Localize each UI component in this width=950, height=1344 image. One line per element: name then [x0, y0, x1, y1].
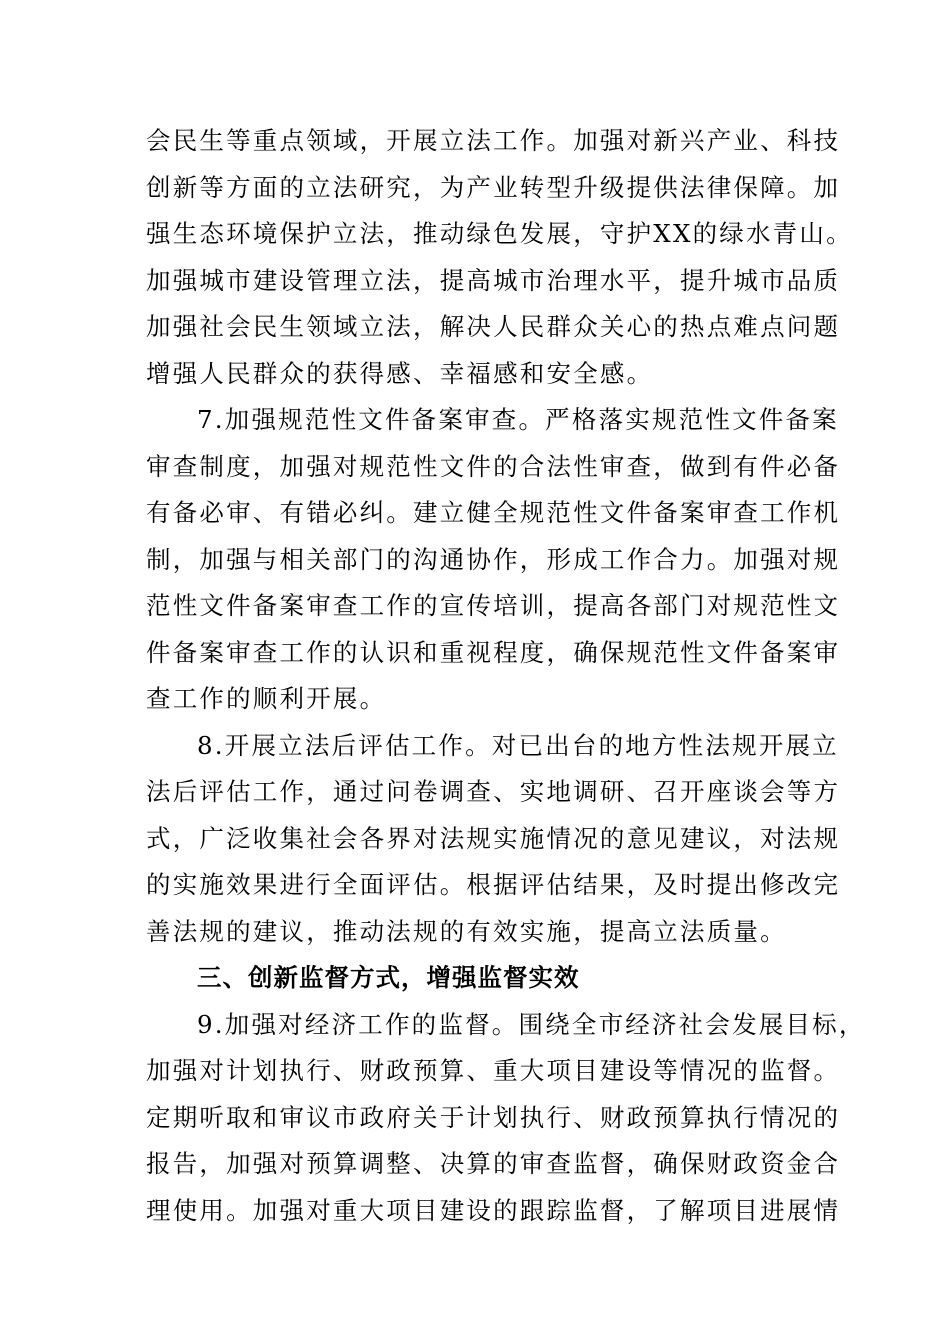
text-line: 审查制度，加强对规范性文件的合法性审查，做到有件必备 — [146, 451, 841, 481]
text-line: 创新等方面的立法研究，为产业转型升级提供法律保障。加 — [146, 172, 841, 202]
document-page — [146, 118, 866, 1234]
text-line: 善法规的建议，推动法规的有效实施，提高立法质量。 — [146, 916, 787, 946]
section-heading: 三、创新监督方式，增强监督实效 — [197, 963, 580, 992]
paragraph-9-start: 9.加强对经济工作的监督。围绕全市经济社会发展目标， — [197, 1009, 866, 1039]
text-line: 范性文件备案审查工作的宣传培训，提高各部门对规范性文 — [146, 591, 841, 620]
text-line: 理使用。加强对重大项目建设的跟踪监督，了解项目进展情 — [146, 1195, 841, 1225]
text-line: 式，广泛收集社会各界对法规实施情况的意见建议，对法规 — [146, 823, 841, 853]
text-line: 强生态环境保护立法，推动绿色发展，守护XX的绿水青山。 — [146, 219, 853, 248]
text-line: 的实施效果进行全面评估。根据评估结果，及时提出修改完 — [146, 870, 841, 899]
paragraph-8-start: 8.开展立法后评估工作。对已出台的地方性法规开展立 — [197, 730, 839, 760]
text-line: 件备案审查工作的认识和重视程度，确保规范性文件备案审 — [146, 637, 841, 667]
text-line: 有备必审、有错必纠。建立健全规范性文件备案审查工作机 — [146, 498, 841, 527]
text-line: 加强对计划执行、财政预算、重大项目建设等情况的监督。 — [146, 1056, 841, 1085]
text-line: 加强社会民生领域立法，解决人民群众关心的热点难点问题 — [146, 312, 841, 341]
text-line: 制，加强与相关部门的沟通协作，形成工作合力。加强对规 — [146, 544, 841, 574]
text-line: 定期听取和审议市政府关于计划执行、财政预算执行情况的 — [146, 1102, 841, 1132]
text-line: 增强人民群众的获得感、幸福感和安全感。 — [146, 358, 654, 388]
text-line: 报告，加强对预算调整、决算的审查监督，确保财政资金合 — [146, 1149, 841, 1178]
text-line: 查工作的顺利开展。 — [146, 684, 387, 713]
text-line: 会民生等重点领域，开展立法工作。加强对新兴产业、科技 — [146, 126, 841, 155]
paragraph-7-start: 7.加强规范性文件备案审查。严格落实规范性文件备案 — [197, 405, 839, 434]
text-line: 加强城市建设管理立法，提高城市治理水平，提升城市品质 — [146, 265, 841, 295]
text-line: 法后评估工作，通过问卷调查、实地调研、召开座谈会等方 — [146, 777, 841, 806]
